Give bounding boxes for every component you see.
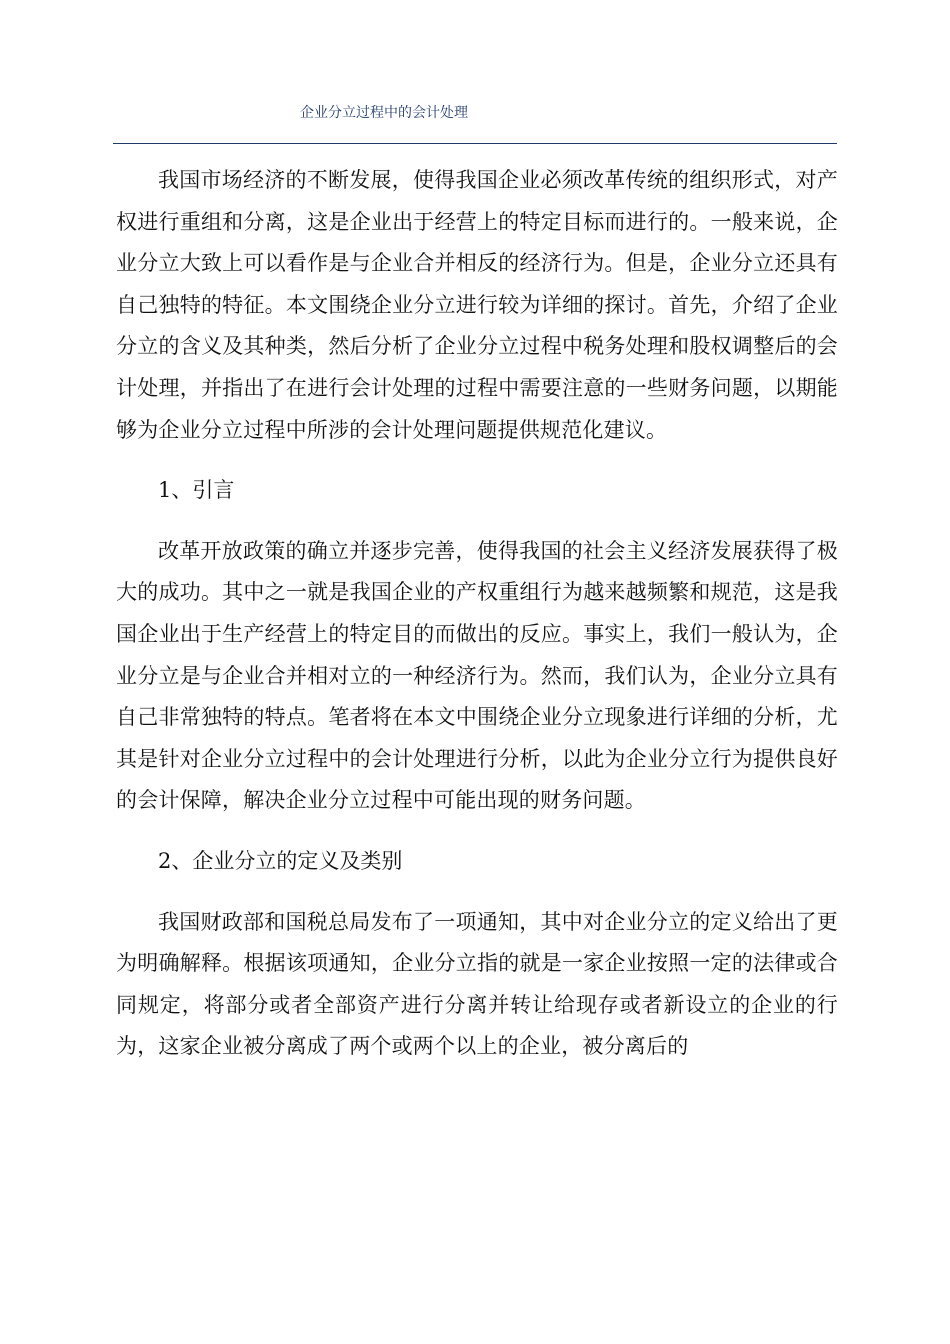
running-header: 企业分立过程中的会计处理 [300, 105, 468, 121]
section-heading-definition: 2、企业分立的定义及类别 [158, 848, 403, 873]
paragraph-gap [116, 822, 838, 841]
introduction-paragraph: 改革开放政策的确立并逐步完善，使得我国的社会主义经济发展获得了极大的成功。其中之一就是我国企业的产权重组行为越来越频繁和规范，这是我国企业出于生产经营上的特定目的而做出的反应。事实上，我们一般认为，企业分立是与企业合并相对立的一种经济行为。然而，我们认为，企业分立具有自己非常独特的特点。笔者将在本文中围绕企业分立现象进行详细的分析，尤其是针对企业分立过程中的会计处理进行分析，以此为企业分立行为提供良好的会计保障，解决企业分立过程中可能出现的财务问题。 [116, 538, 838, 813]
paragraph-gap [116, 512, 838, 531]
paragraph-gap [116, 883, 838, 902]
section-heading-introduction: 1、引言 [158, 478, 235, 503]
header-rule [113, 143, 837, 144]
definition-paragraph: 我国财政部和国税总局发布了一项通知，其中对企业分立的定义给出了更为明确解释。根据该项通知，企业分立指的就是一家企业按照一定的法律或合同规定，将部分或者全部资产进行分离并转让给现存或者新设立的企业的行为，这家企业被分离成了两个或两个以上的企业，被分离后的 [116, 909, 838, 1059]
document-body [116, 160, 838, 1068]
abstract-paragraph: 我国市场经济的不断发展，使得我国企业必须改革传统的组织形式，对产权进行重组和分离，这是企业出于经营上的特定目标而进行的。一般来说，企业分立大致上可以看作是与企业合并相反的经济行为。但是，企业分立还具有自己独特的特征。本文围绕企业分立进行较为详细的探讨。首先，介绍了企业分立的含义及其种类，然后分析了企业分立过程中税务处理和股权调整后的会计处理，并指出了在进行会计处理的过程中需要注意的一些财务问题，以期能够为企业分立过程中所涉的会计处理问题提供规范化建议。 [116, 168, 838, 442]
paragraph-gap [116, 451, 838, 470]
